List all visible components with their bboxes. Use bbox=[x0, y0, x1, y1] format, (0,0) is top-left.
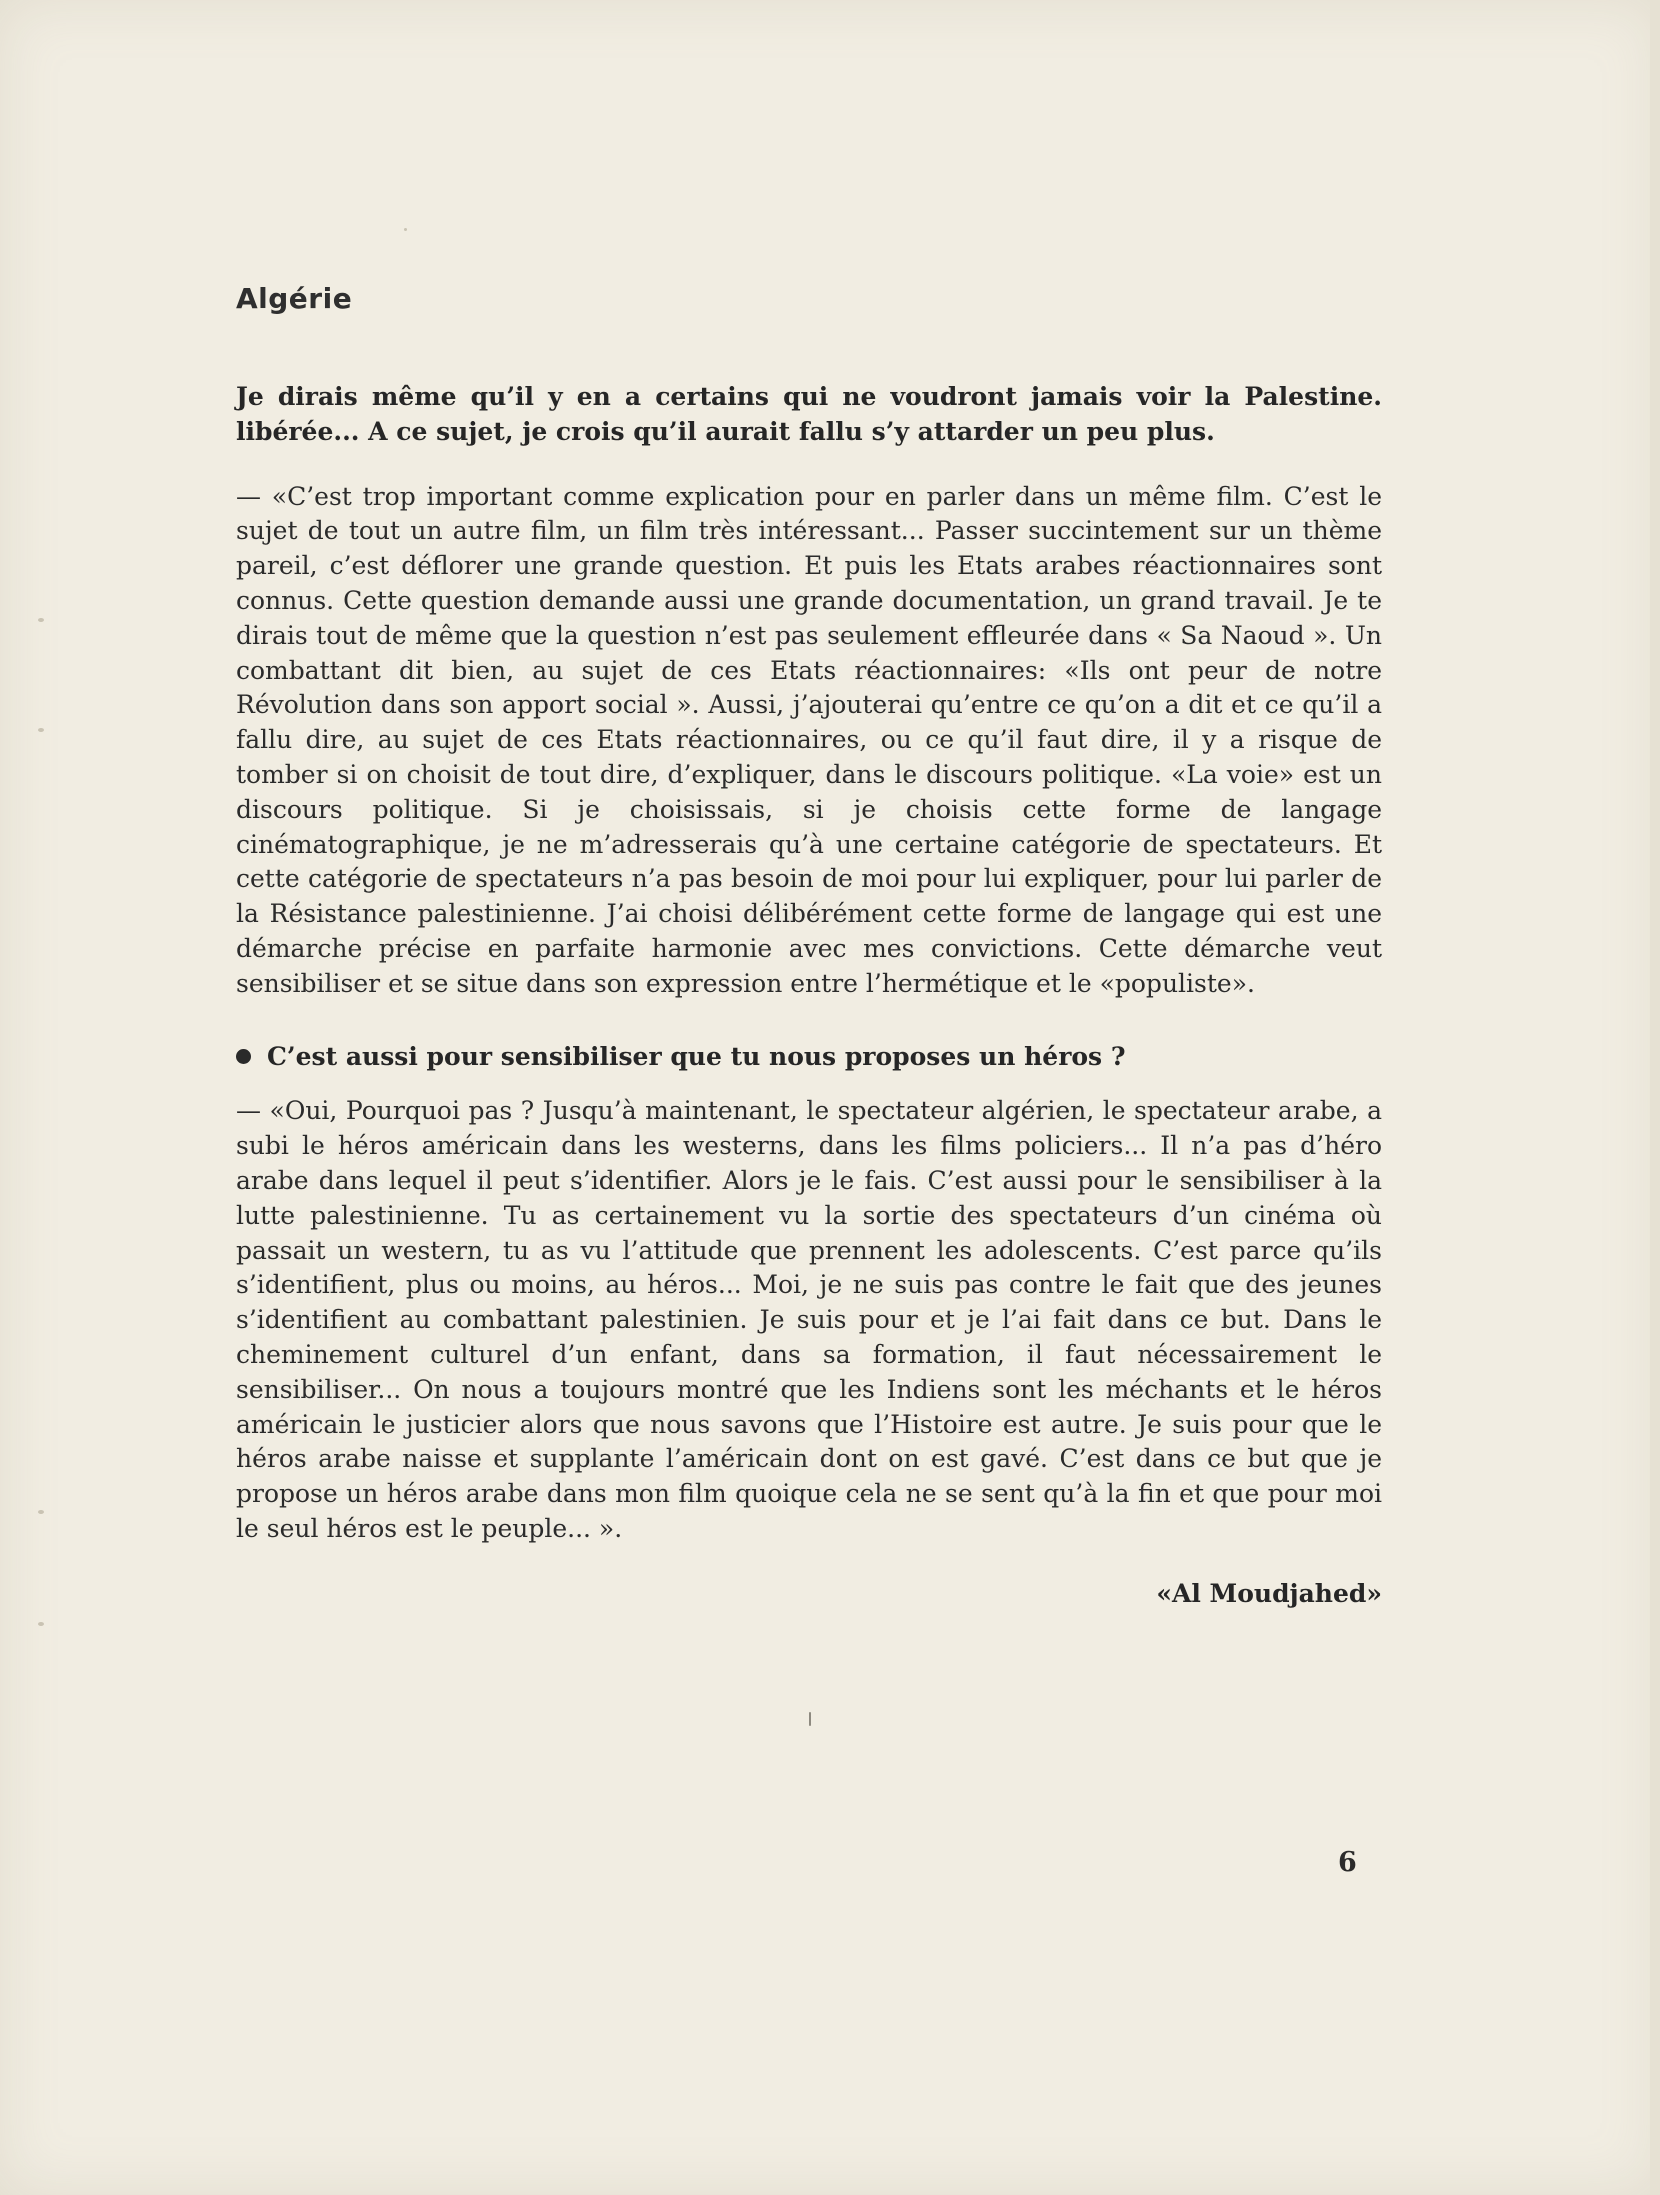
answer-paragraph-1: — «C’est trop important comme explication pour en parler dans un même film. C’est le sujet de tout un autre film, un film très intéressant... Passer succintement sur un thème pareil, c’est déflorer une grande question. Et puis les Etats arabes réactionnaires sont connus. Cette question demande aussi une grande documentation, un grand travail. Je te dirais tout de même que la question n’est pas seulement effleurée dans « Sa Naoud ». Un combattant dit bien, au sujet de ces Etats réactionnaires: «Ils ont peur de notre Révolution dans son apport social ». Aussi, j’ajouterai qu’entre ce qu’on a dit et ce qu’il a fallu dire, au sujet de ces Etats réactionnaires, ou ce qu’il faut dire, il y a risque de tomber si on choisit de tout dire, d’expliquer, dans le discours politique. «La voie» est un discours politique. Si je choisissais, si je choisis cette forme de langage cinématographique, je ne m’adresserais qu’à une certaine catégorie de spectateurs. Et cette catégorie de spectateurs n’a pas besoin de moi pour lui expliquer, pour lui parler de la Résistance palestinienne. J’ai choisi délibérément cette forme de langage qui est une démarche précise en parfaite harmonie avec mes convictions. Cette démarche veut sensibiliser et se situe dans son expression entre l’hermétique et le «populiste». bbox=[236, 481, 1382, 998]
bullet-icon bbox=[236, 1049, 251, 1064]
page-edge bbox=[1650, 0, 1660, 2195]
page-number: 6 bbox=[1338, 1847, 1357, 1878]
lead-paragraph: Je dirais même qu’il y en a certains qui ne voudront jamais voir la Palestine. libérée... A ce sujet, je crois qu’il aurait fallu s’y attarder un peu plus. bbox=[236, 382, 1382, 446]
article-body bbox=[236, 380, 1382, 1612]
paper-speck bbox=[38, 728, 44, 732]
paper-speck bbox=[38, 1510, 44, 1514]
paper-speck bbox=[809, 1712, 811, 1726]
answer-paragraph-2: — «Oui, Pourquoi pas ? Jusqu’à maintenant, le spectateur algérien, le spectateur arabe, a subi le héros américain dans les westerns, dans les films policiers... Il n’a pas d’héro arabe dans lequel il peut s’identifier. Alors je le fais. C’est aussi pour le sensibiliser à la lutte palestinienne. Tu as certainement vu la sortie des spectateurs d’un cinéma où passait un western, tu as vu l’attitude que prennent les adolescents. C’est parce qu’ils s’identifient, plus ou moins, au héros... Moi, je ne suis pas contre le fait que des jeunes s’identifient au combattant palestinien. Je suis pour et je l’ai fait dans ce but. Dans le cheminement culturel d’un enfant, dans sa formation, il faut nécessairement le sensibiliser... On nous a toujours montré que les Indiens sont les méchants et le héros américain le justicier alors que nous savons que l’Histoire est autre. Je suis pour que le héros arabe naisse et supplante l’américain dont on est gavé. C’est dans ce but que je propose un héros arabe dans mon film quoique cela ne se sent qu’à la fin et que pour moi le seul héros est le peuple... ». bbox=[236, 1096, 1382, 1543]
question-text: C’est aussi pour sensibiliser que tu nous proposes un héros ? bbox=[267, 1041, 1126, 1071]
paper-speck bbox=[404, 228, 407, 231]
paper-speck bbox=[38, 1622, 44, 1626]
source-signature: «Al Moudjahed» bbox=[1156, 1578, 1382, 1608]
paper-speck bbox=[38, 618, 44, 622]
interview-question bbox=[236, 1040, 1382, 1075]
section-header: Algérie bbox=[236, 282, 353, 315]
